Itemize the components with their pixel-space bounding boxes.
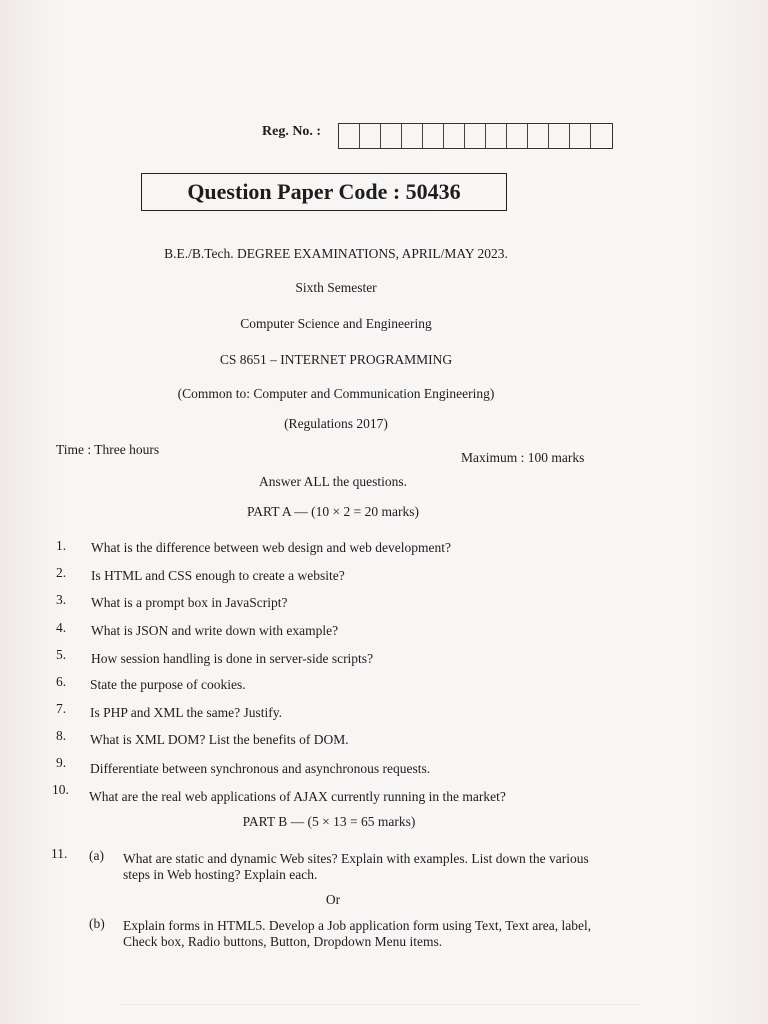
common-to: (Common to: Computer and Communication Engineering) <box>177 386 495 401</box>
semester: Sixth Semester <box>295 280 377 295</box>
question-number: 1. <box>56 538 67 553</box>
time-allowed: Time : Three hours <box>56 442 160 457</box>
reg-no-digit-box[interactable] <box>339 124 360 148</box>
question-number: 3. <box>56 592 67 607</box>
reg-no-digit-box[interactable] <box>507 124 528 148</box>
reg-no-digit-box[interactable] <box>486 124 507 148</box>
course-title: CS 8651 – INTERNET PROGRAMMING <box>219 352 453 367</box>
question-number: 6. <box>56 674 67 689</box>
divider <box>120 1004 640 1005</box>
question-number: 10. <box>52 782 69 797</box>
question-number: 9. <box>56 755 67 770</box>
question-paper-code <box>141 173 507 211</box>
reg-no-digit-box[interactable] <box>423 124 444 148</box>
reg-no-digit-box[interactable] <box>570 124 591 148</box>
reg-no-boxes[interactable] <box>338 123 613 149</box>
reg-no-digit-box[interactable] <box>402 124 423 148</box>
maximum-marks: Maximum : 100 marks <box>461 450 585 465</box>
question-number: 7. <box>56 701 67 716</box>
question-text: What is the difference between web design and web development? <box>91 540 451 555</box>
question-text: What is a prompt box in JavaScript? <box>91 595 288 610</box>
reg-no-digit-box[interactable] <box>381 124 402 148</box>
question-text: Is HTML and CSS enough to create a website? <box>91 568 345 583</box>
question-text: What is JSON and write down with example? <box>91 623 339 638</box>
question-number: 11. <box>51 846 68 861</box>
question-paper-code-text: Question Paper Code : 50436 <box>187 179 461 204</box>
branch: Computer Science and Engineering <box>240 316 432 331</box>
part-a-heading: PART A — (10 × 2 = 20 marks) <box>247 504 419 519</box>
question-number: 8. <box>56 728 67 743</box>
part-b-heading: PART B — (5 × 13 = 65 marks) <box>242 814 416 829</box>
reg-no-digit-box[interactable] <box>528 124 549 148</box>
sub-question-label-a: (a) <box>89 848 104 863</box>
reg-no-digit-box[interactable] <box>444 124 465 148</box>
question-text: Is PHP and XML the same? Justify. <box>90 705 282 720</box>
question-number: 4. <box>56 620 67 635</box>
question-text: State the purpose of cookies. <box>90 677 246 692</box>
sub-question-text-b: Explain forms in HTML5. Develop a Job application form using Text, Text area, label, Check box, Radio buttons, Button, Dropdown Menu items. <box>123 918 592 949</box>
question-text: How session handling is done in server-side scripts? <box>91 651 374 666</box>
reg-no-label: Reg. No. : <box>262 124 322 139</box>
sub-question-text-a: What are static and dynamic Web sites? Explain with examples. List down the various steps in Web hosting? Explain each. <box>123 851 589 882</box>
question-text: What is XML DOM? List the benefits of DOM. <box>90 732 349 747</box>
instruction: Answer ALL the questions. <box>259 474 407 489</box>
reg-no-digit-box[interactable] <box>465 124 486 148</box>
reg-no-digit-box[interactable] <box>591 124 612 148</box>
question-number: 5. <box>56 647 67 662</box>
reg-no-digit-box[interactable] <box>549 124 570 148</box>
question-number: 2. <box>56 565 67 580</box>
question-text: Differentiate between synchronous and asynchronous requests. <box>90 761 431 776</box>
exam-title: B.E./B.Tech. DEGREE EXAMINATIONS, APRIL/MAY 2023. <box>164 246 508 261</box>
sub-question-label-b: (b) <box>89 916 105 931</box>
reg-no-digit-box[interactable] <box>360 124 381 148</box>
regulations: (Regulations 2017) <box>284 416 388 431</box>
question-text: What are the real web applications of AJAX currently running in the market? <box>89 789 506 804</box>
or-separator: Or <box>325 892 341 907</box>
